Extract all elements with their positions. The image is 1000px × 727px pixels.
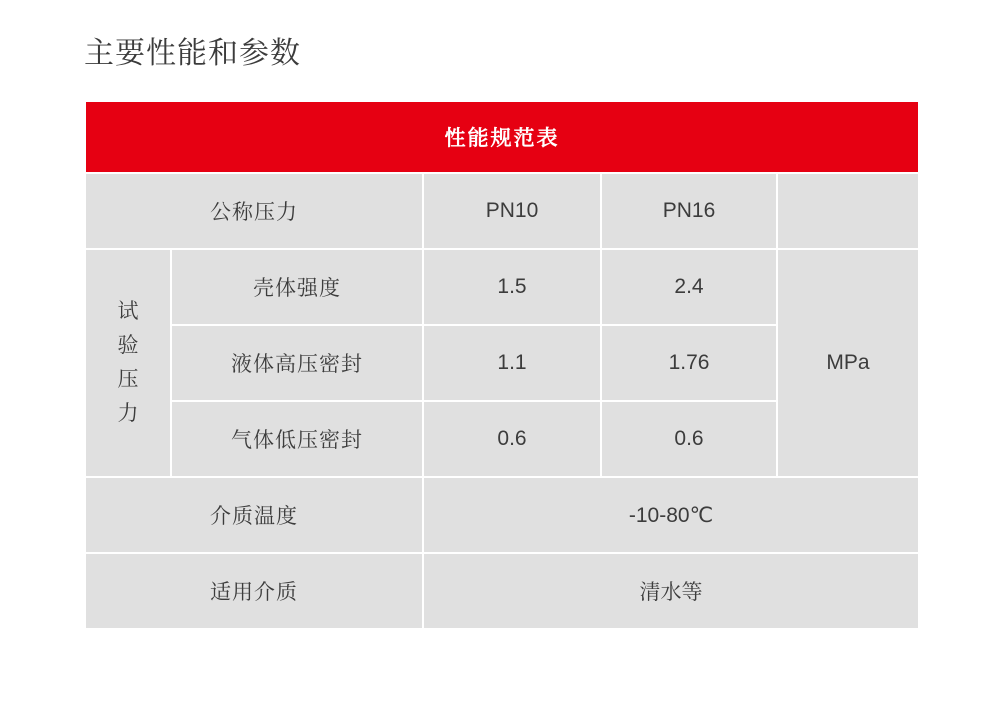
- row-group-label-test-pressure: [86, 250, 170, 476]
- cell-nominal-pressure-pn16: PN16: [602, 174, 776, 248]
- table-row: [86, 174, 918, 248]
- table-row: [86, 554, 918, 628]
- cell-shell-strength-pn16: 2.4: [602, 250, 776, 324]
- cell-gas-low-pressure-seal-pn10: 0.6: [424, 402, 600, 476]
- cell-liquid-high-pressure-seal-pn10: 1.1: [424, 326, 600, 400]
- table-header-row: [86, 102, 918, 172]
- page-title: 主要性能和参数: [84, 37, 301, 70]
- cell-medium-temperature-value: -10-80℃: [424, 478, 918, 552]
- row-label-liquid-high-pressure-seal: 液体高压密封: [172, 326, 422, 400]
- cell-unit-mpa: MPa: [778, 250, 918, 476]
- row-label-nominal-pressure: 公称压力: [86, 174, 422, 248]
- row-label-applicable-medium: 适用介质: [86, 554, 422, 628]
- cell-nominal-pressure-unit-empty: [778, 174, 918, 248]
- cell-shell-strength-pn10: 1.5: [424, 250, 600, 324]
- table-title: 性能规范表: [86, 102, 918, 172]
- cell-liquid-high-pressure-seal-pn16: 1.76: [602, 326, 776, 400]
- row-label-gas-low-pressure-seal: 气体低压密封: [172, 402, 422, 476]
- row-label-shell-strength: 壳体强度: [172, 250, 422, 324]
- cell-gas-low-pressure-seal-pn16: 0.6: [602, 402, 776, 476]
- row-label-medium-temperature: 介质温度: [86, 478, 422, 552]
- row-group-label-test-pressure-text: 试验压力: [117, 300, 141, 425]
- table-row: [86, 478, 918, 552]
- cell-nominal-pressure-pn10: PN10: [424, 174, 600, 248]
- performance-specification-table: [84, 100, 920, 630]
- table-row: [86, 250, 918, 324]
- cell-applicable-medium-value: 清水等: [424, 554, 918, 628]
